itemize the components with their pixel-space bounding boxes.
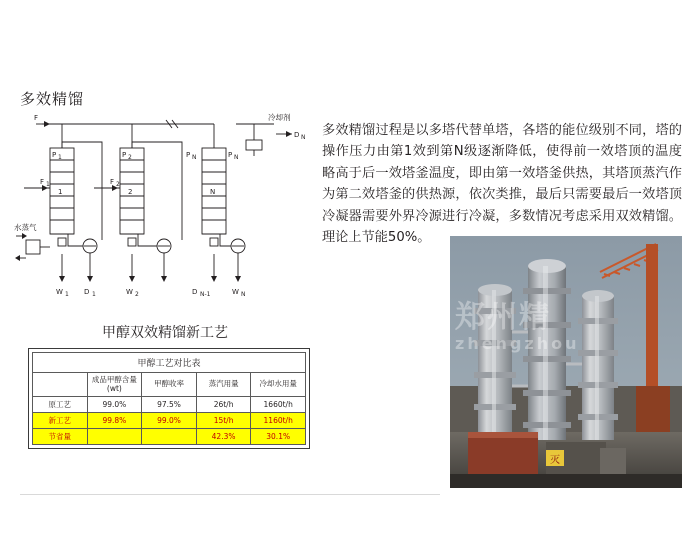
diagram-label-feed2: F — [110, 178, 115, 186]
table-row — [33, 397, 306, 413]
diagram-label-d1-sub: 1 — [92, 291, 96, 298]
page-title: 多效精馏 — [20, 90, 85, 108]
diagram-label-feed1-sub: 1 — [46, 181, 50, 188]
watermark-line2: zhengzhou — [455, 334, 580, 353]
distillation-tower-photo — [450, 236, 682, 488]
table-header-cell-4: 冷却水用量 — [251, 373, 306, 397]
table-row-label: 原工艺 — [33, 397, 88, 413]
svg-text:灭: 灭 — [550, 455, 560, 466]
diagram-label-coolant: 冷却剂 — [268, 113, 291, 122]
diagram-label-w2: W — [126, 288, 133, 296]
diagram-label-p2-sub: 2 — [128, 154, 132, 161]
diagram-label-coln: N — [210, 188, 216, 196]
table-cell — [87, 429, 142, 445]
table-cell: 97.5% — [142, 397, 197, 413]
table-cell: 1660t/h — [251, 397, 306, 413]
diagram-label-pn-b-sub: N — [234, 154, 239, 161]
bottom-divider — [20, 494, 440, 495]
diagram-label-dn1: D — [192, 288, 198, 296]
diagram-label-d1: D — [84, 288, 90, 296]
table-title-row — [33, 353, 306, 373]
diagram-label-pn-a: P — [186, 151, 191, 159]
diagram-label-pn-b: P — [228, 151, 233, 159]
diagram-label-feed2-sub: 2 — [116, 181, 120, 188]
table-cell — [142, 429, 197, 445]
table-cell: 99.0% — [142, 413, 197, 429]
table-title: 甲醇工艺对比表 — [33, 353, 306, 373]
table-header-cell-0 — [33, 373, 88, 397]
table-header-row — [33, 373, 306, 397]
table-row — [33, 429, 306, 445]
diagram-label-wn: W — [232, 288, 239, 296]
table-cell: 26t/h — [196, 397, 251, 413]
table-row-label: 新工艺 — [33, 413, 88, 429]
description-paragraph: 多效精馏过程是以多塔代替单塔，各塔的能位级别不同，塔的操作压力由第1效到第N级逐渐降低，使得前一效塔顶的温度略高于后一效塔釜温度，即由第一效塔釜供热，其塔顶蒸汽作为第二效塔釜的供热源，依次类推，最后只需要最后一效塔顶冷凝器需要外界冷源进行冷凝，多数情况考虑采用双效精馏。理论上节能50%。 — [322, 123, 682, 245]
diagram-label-w1-sub: 1 — [65, 291, 69, 298]
watermark-line1: 郑州精 — [455, 300, 551, 335]
diagram-label-wn-sub: N — [241, 291, 246, 298]
table-row — [33, 413, 306, 429]
diagram-label-dn-sub: N — [301, 134, 306, 141]
diagram-label-feed1: F — [40, 178, 45, 186]
diagram-label-steam: 水蒸气 — [14, 223, 37, 232]
section-subtitle: 甲醇双效精馏新工艺 — [102, 325, 228, 341]
diagram-label-pn-a-sub: N — [192, 154, 197, 161]
table-header-cell-1: 成品甲醇含量(wt) — [87, 373, 142, 397]
diagram-label-col2: 2 — [128, 188, 133, 196]
table-header-cell-2: 甲醇收率 — [142, 373, 197, 397]
diagram-label-w1: W — [56, 288, 63, 296]
table-header-cell-3: 蒸汽用量 — [196, 373, 251, 397]
diagram-label-col1: 1 — [58, 188, 63, 196]
table-row-label: 节省量 — [33, 429, 88, 445]
table-cell: 15t/h — [196, 413, 251, 429]
diagram-label-p2: P — [122, 151, 127, 159]
table-cell: 1160t/h — [251, 413, 306, 429]
comparison-table — [32, 352, 306, 445]
diagram-label-p1-sub: 1 — [58, 154, 62, 161]
process-flow-diagram — [14, 112, 314, 302]
diagram-label-p1: P — [52, 151, 57, 159]
table-cell: 42.3% — [196, 429, 251, 445]
diagram-label-feed: F — [34, 114, 39, 122]
table-cell: 99.0% — [87, 397, 142, 413]
table-cell: 30.1% — [251, 429, 306, 445]
diagram-label-dn: D — [294, 131, 300, 139]
diagram-label-w2-sub: 2 — [135, 291, 139, 298]
table-cell: 99.8% — [87, 413, 142, 429]
comparison-table-container — [28, 348, 310, 449]
diagram-label-dn1-sub: N-1 — [200, 291, 211, 298]
